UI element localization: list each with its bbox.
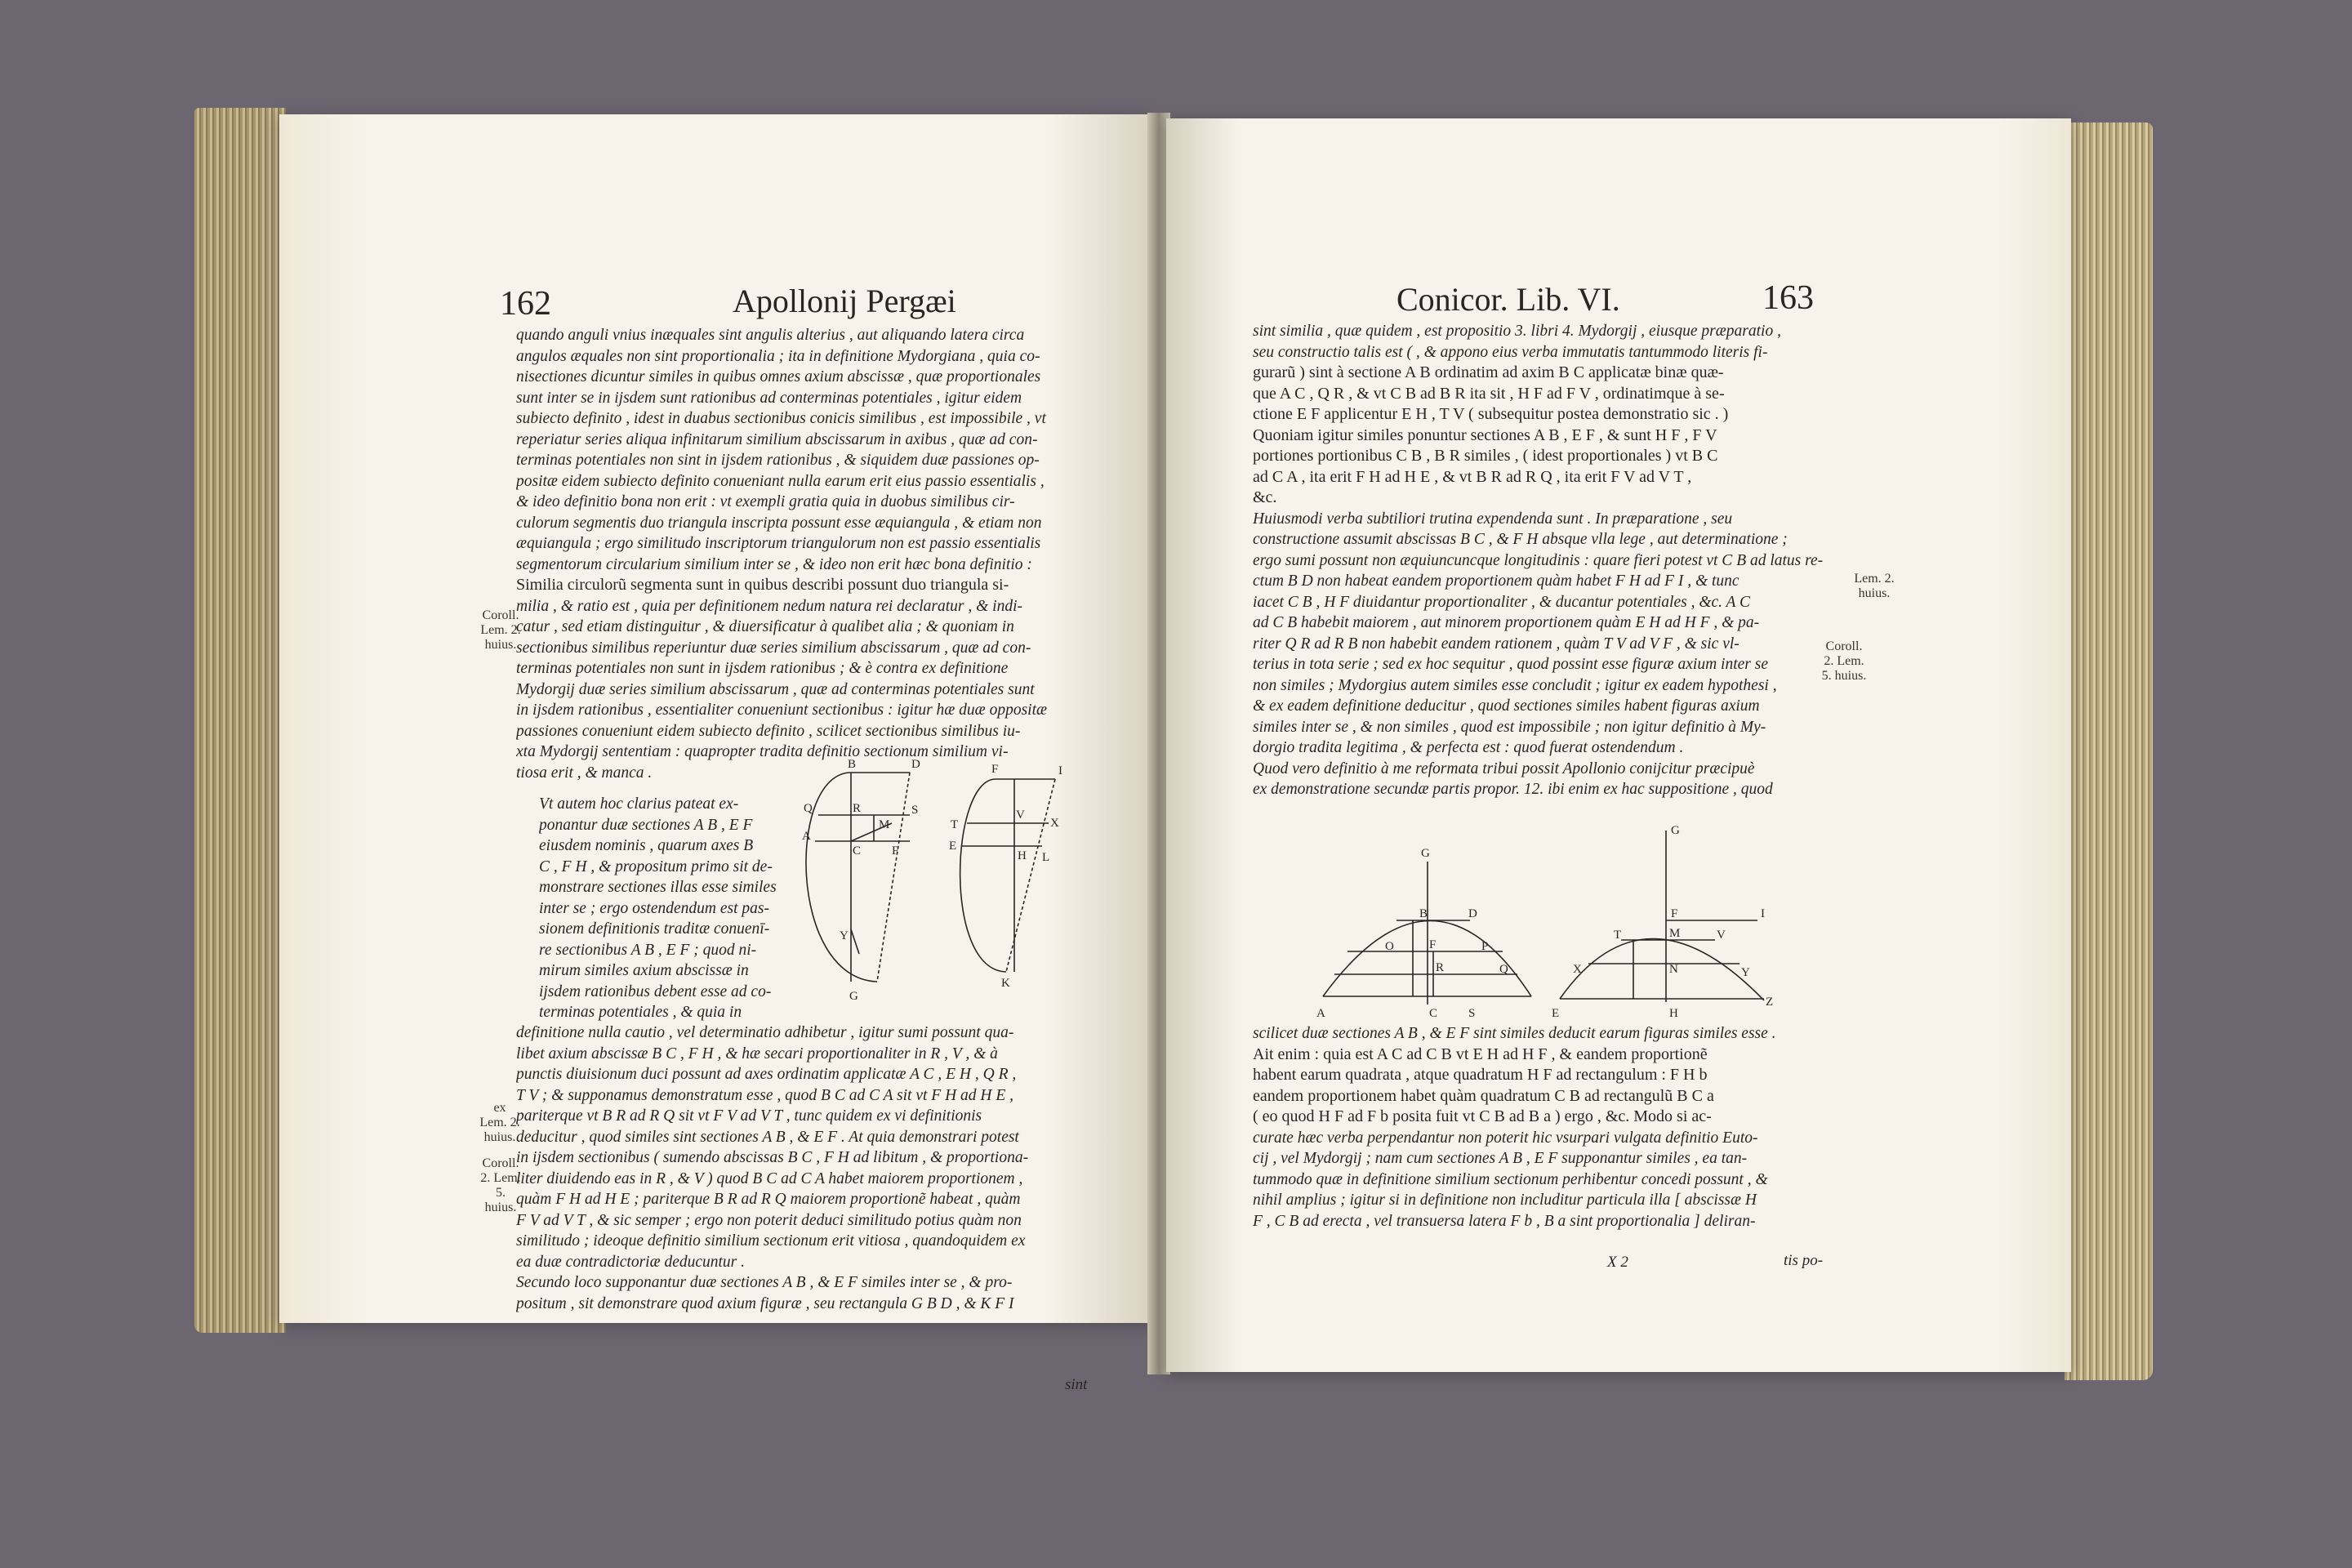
text-line: ad C A , ita erit F H ad H E , & vt B R ad R Q , ita erit F V ad V T , (1253, 467, 1692, 486)
text-line: non similes ; Mydorgius autem similes esse concludit ; igitur ex eadem hypothesi , (1253, 676, 1777, 694)
figure-label: F (892, 844, 899, 858)
figure-label: F (1429, 938, 1437, 951)
text-line: ex demonstratione secundæ partis propor. 12. ibi enim ex hac suppositione , quod (1253, 781, 1773, 798)
text-line: ijsdem rationibus debent esse ad co- (539, 982, 772, 1000)
text-line: punctis diuisionum duci possunt ad axes ordinatim applicatæ A C , E H , Q R , (516, 1066, 1017, 1083)
figure-label: C (1429, 1007, 1438, 1020)
text-line: milia , & ratio est , quia per definitionem nedum natura rei declaratur , & indi- (516, 597, 1022, 615)
text-line: definitione nulla cautio , vel determinatio adhibetur , igitur sumi possunt qua- (516, 1024, 1014, 1041)
left-margin-note-3: Coroll. 2. Lem. 5. huius. (480, 1156, 521, 1214)
left-catchword: sint (1065, 1376, 1088, 1393)
figure-label: T (1614, 929, 1622, 942)
right-text-block-1 (1253, 321, 1842, 800)
text-line: cij , vel Mydorgij ; nam cum sectiones A B , E F supponantur similes , ea tan- (1253, 1150, 1748, 1167)
text-line: &c. (1253, 488, 1277, 506)
right-margin-note-1: Lem. 2. huius. (1854, 572, 1895, 600)
text-line: seu constructio talis est ( , & appono eius verba immutatis tantummodo literis fi- (1253, 343, 1768, 361)
figure-label: B (1419, 907, 1428, 920)
text-line: Secundo loco supponantur duæ sectiones A B , & E F similes inter se , & pro- (516, 1274, 1013, 1291)
text-line: terminas potentiales non sint in ijsdem rationibus , & siquidem duæ passiones op- (516, 452, 1040, 469)
text-line: scilicet duæ sectiones A B , & E F sint similes deducit earum figuras similes esse . (1253, 1025, 1776, 1042)
text-line: quando anguli vnius inæquales sint angulis alterius , aut aliquando latera circa (516, 327, 1025, 344)
figure-label: H (1018, 849, 1027, 862)
figure-label: C (853, 844, 862, 858)
right-running-head: Conicor. Lib. VI. (1396, 281, 1620, 318)
book-page-edges-left (194, 108, 286, 1333)
figure-label: Y (1741, 966, 1750, 979)
figure-label: Q (1499, 963, 1508, 976)
figure-label: F (991, 763, 999, 776)
text-line: F V ad V T , & sic semper ; ergo non poterit deduci similitudo potius quàm non (516, 1211, 1022, 1229)
figure-label: S (911, 804, 919, 817)
figure-label: D (911, 758, 920, 771)
text-line: C , F H , & propositum primo sit de- (539, 858, 773, 875)
text-line: similitudo ; ideoque definitio similium sectionum erit vitiosa , quandoquidem ex (516, 1232, 1026, 1250)
right-figure-parabolic-sections (1307, 821, 1797, 1027)
text-line: sectionibus similibus reperiuntur duæ series similium abscissarum , quæ ad con- (516, 639, 1031, 657)
text-line: ponantur duæ sectiones A B , E F (539, 816, 753, 834)
figure-label: E (1552, 1007, 1560, 1020)
left-margin-note-1: Coroll. Lem. 2. huius. (480, 608, 521, 652)
figure-label: M (1669, 927, 1681, 940)
text-line: angulos æquales non sint proportionalia ; ita in definitione Mydorgiana , quia co- (516, 347, 1040, 365)
text-line: positæ eidem subiecto definito conueniant nulla earum erit eius passio essentialis , (516, 472, 1045, 490)
text-line: subiecto definito , idest in duabus sectionibus conicis similibus , est impossibile , vt (516, 410, 1046, 427)
text-line: Quoniam igitur similes ponuntur sectiones A B , E F , & sunt H F , F V (1253, 425, 1717, 444)
figure-label: F (1671, 907, 1678, 920)
text-line: ctum B D non habeat eandem proportionem quàm habet F H ad F I , & tunc (1253, 572, 1740, 590)
text-line: Quod vero definitio à me reformata tribui possit Apollonio conijcitur præcipuè (1253, 760, 1755, 777)
figure-label: D (1468, 907, 1477, 920)
text-line: Vt autem hoc clarius pateat ex- (539, 795, 739, 813)
text-line: Huiusmodi verba subtiliori trutina expendenda sunt . In præparatione , seu (1253, 510, 1733, 528)
text-line: terius in tota serie ; sed ex hoc sequitur , quod possint esse figuræ axium inter se (1253, 656, 1768, 673)
text-line: culorum segmentis duo triangula inscripta possunt esse æquiangula , & etiam non (516, 514, 1042, 532)
figure-label: X (1573, 963, 1582, 976)
figure-label: L (1042, 851, 1050, 864)
text-line: ctione E F applicentur E H , T V ( subsequitur postea demonstratio sic . ) (1253, 405, 1729, 423)
figure-label: G (1421, 847, 1430, 860)
text-line: tiosa erit , & manca . (516, 764, 653, 782)
figure-label: A (802, 830, 811, 843)
text-line: gurarũ ) sint à sectione A B ordinatim ad axim B C applicatæ binæ quæ- (1253, 363, 1724, 381)
text-line: inter se ; ergo ostendendum est pas- (539, 899, 769, 917)
left-running-head: Apollonij Pergæi (733, 283, 956, 319)
figure-label: T (951, 818, 959, 831)
text-line: T V ; & supponamus demonstratum esse , quod B C ad C A sit vt F H ad H E , (516, 1086, 1014, 1104)
text-line: tummodo quæ in definitione similium sectionum perhibentur concedi possunt , & (1253, 1170, 1768, 1188)
text-line: que A C , Q R , & vt C B ad B R ita sit , H F ad F V , ordinatimque à se- (1253, 384, 1725, 403)
right-margin-note-2: Coroll. 2. Lem. 5. huius. (1821, 639, 1867, 683)
figure-label: P (1481, 940, 1489, 953)
text-line: riter Q R ad R B non habebit eandem rationem , quàm T V ad V F , & sic vl- (1253, 635, 1740, 653)
figure-label: G (1671, 824, 1680, 837)
figure-label: O (1385, 940, 1394, 953)
text-line: terminas potentiales , & quia in (539, 1004, 742, 1021)
figure-label: Y (840, 929, 849, 942)
figure-label: S (1468, 1007, 1476, 1020)
text-line: deducitur , quod similes sint sectiones A B , & E F . At quia demonstrari potest (516, 1128, 1019, 1146)
left-page (279, 114, 1153, 1393)
text-line: mirum similes axium abscissæ in (539, 962, 749, 979)
text-line: Ait enim : quia est A C ad C B vt E H ad H F , & eandem proportionẽ (1253, 1045, 1708, 1063)
figure-label: I (1761, 907, 1765, 920)
right-page-number: 163 (1762, 279, 1814, 317)
left-text-block-1 (516, 325, 1098, 783)
book-page-edges-right (2065, 122, 2153, 1380)
figure-label: E (949, 840, 957, 853)
right-catchword: tis po- (1784, 1252, 1824, 1269)
figure-label: V (1717, 929, 1726, 942)
text-line: eandem proportionem habet quàm quadratum C B ad rectangulũ B C a (1253, 1086, 1714, 1105)
text-line: re sectionibus A B , E F ; quod ni- (539, 941, 757, 959)
text-line: ( eo quod H F ad F b posita fuit vt C B ad B a ) ergo , &c. Modo si ac- (1253, 1107, 1712, 1125)
figure-label: K (1001, 977, 1010, 990)
text-line: terminas potentiales non sunt in ijsdem rationibus ; & è contra ex definitione (516, 660, 1009, 677)
text-line: F , C B ad erecta , vel transuersa latera F b , B a sint proportionalia ] deliran- (1253, 1212, 1756, 1230)
left-margin-note-2: ex Lem. 2. huius. (479, 1101, 520, 1144)
left-figure-sections-ab-ef (787, 750, 1089, 1019)
figure-label: Q (804, 802, 813, 815)
figure-label: X (1050, 817, 1059, 830)
text-line: sint similia , quæ quidem , est propositio 3. libri 4. Mydorgij , eiusque præparatio , (1253, 323, 1781, 340)
figure-label: R (1436, 961, 1445, 974)
text-line: constructione assumit abscissas B C , & F H absque vlla lege , aut determinatione ; (1253, 531, 1788, 548)
text-line: sionem definitionis traditæ conuenī- (539, 920, 770, 938)
left-page-number: 162 (500, 285, 551, 323)
right-page (1166, 118, 2071, 1372)
text-line: nihil amplius ; igitur si in definitione non includitur particula illa [ abscissæ H (1253, 1192, 1757, 1209)
text-line: in ijsdem rationibus , essentialiter conueniunt sectionibus : igitur hæ duæ oppositæ (516, 702, 1047, 719)
figure-label: N (1669, 963, 1678, 976)
text-line: & ex eadem definitione deducitur , quod sectiones similes habent figuras axium (1253, 697, 1760, 715)
right-signature-mark: X 2 (1607, 1254, 1628, 1271)
text-line: ergo sumi possunt non æquiuncuncque longitudinis : quare fieri potest vt C B ad latus re- (1253, 551, 1824, 569)
text-line: portiones portionibus C B , B R similes , ( idest proportionales ) vt B C (1253, 447, 1718, 465)
text-line: sunt inter se in ijsdem sunt rationibus ad conterminas potentiales , igitur eidem (516, 389, 1022, 407)
right-text-block-2 (1253, 1023, 1842, 1232)
text-line: habent earum quadrata , atque quadratum H F ad rectangulum : F H b (1253, 1066, 1708, 1084)
figure-label: A (1316, 1007, 1325, 1020)
figure-label: G (849, 990, 858, 1003)
text-line: æquiangula ; ergo similitudo inscriptorum triangulorum non est passio essentialis (516, 535, 1041, 552)
left-text-block-3 (516, 1022, 1098, 1314)
text-line: catur , sed etiam distinguitur , & diuersificatur à qualibet alia ; & quoniam in (516, 618, 1014, 635)
text-line: monstrare sectiones illas esse similes (539, 879, 777, 896)
text-line: similes inter se , & non similes , quod est impossibile ; non igitur definitio à My- (1253, 718, 1766, 736)
text-line: in ijsdem sectionibus ( sumendo abscissas B C , F H ad libitum , & proportiona- (516, 1149, 1029, 1166)
text-line: iacet C B , H F diuidantur proportionaliter , & ducantur potentiales , &c. A C (1253, 593, 1750, 611)
text-line: positum , sit demonstrare quod axium figuræ , seu rectangula G B D , & K F I (516, 1294, 1014, 1312)
text-line: curate hæc verba perpendantur non poterit hic vsurpari vulgata definitio Euto- (1253, 1129, 1758, 1147)
text-line: nisectiones dicuntur similes in quibus omnes axium abscissæ , quæ proportionales (516, 368, 1041, 385)
text-line: ad C B habebit maiorem , aut minorem proportionem quàm E H ad H F , & pa- (1253, 614, 1760, 631)
figure-label: I (1058, 764, 1062, 777)
text-line: segmentorum circularium similium inter se , & ideo non erit hæc bona definitio : (516, 555, 1032, 573)
text-line: pariterque vt B R ad R Q sit vt F V ad V T , tunc quidem ex vi definitionis (516, 1107, 982, 1125)
figure-label: B (848, 758, 857, 771)
text-line: Mydorgij duæ series similium abscissarum , quæ ad conterminas potentiales sunt (516, 680, 1035, 698)
text-line: & ideo definitio bona non erit : vt exempli gratia quia in duobus similibus cir- (516, 493, 1015, 510)
text-line: Similia circulorũ segmenta sunt in quibus describi possunt duo triangula si- (516, 576, 1009, 594)
figure-label: M (879, 818, 890, 831)
text-line: libet axium abscissæ B C , F H , & hæ secari proportionaliter in R , V , & à (516, 1045, 998, 1062)
figure-label: H (1669, 1007, 1678, 1020)
text-line: ea duæ contradictoriæ deducuntur . (516, 1253, 746, 1271)
text-line: liter diuidendo eas in R , & V ) quod B C ad C A habet maiorem proportionem , (516, 1169, 1023, 1187)
text-line: passiones conueniunt eidem subiecto definito , scilicet sectionibus similibus iu- (516, 722, 1021, 740)
figure-label: Z (1766, 996, 1774, 1009)
figure-label: R (853, 802, 862, 815)
text-line: quàm F H ad H E ; pariterque B R ad R Q maiorem proportionẽ habeat , quàm (516, 1191, 1021, 1208)
text-line: eiusdem nominis , quarum axes B (539, 837, 754, 854)
text-line: dorgio tradita legitima , & perfecta est : quod fuerat ostendendum . (1253, 739, 1684, 756)
text-line: reperiatur series aliqua infinitarum similium abscissarum in axibus , quæ ad con- (516, 430, 1038, 448)
figure-label: V (1016, 808, 1025, 822)
text-line: xta Mydorgij sententiam : quapropter tradita definitio sectionum similium vi- (516, 743, 1009, 760)
